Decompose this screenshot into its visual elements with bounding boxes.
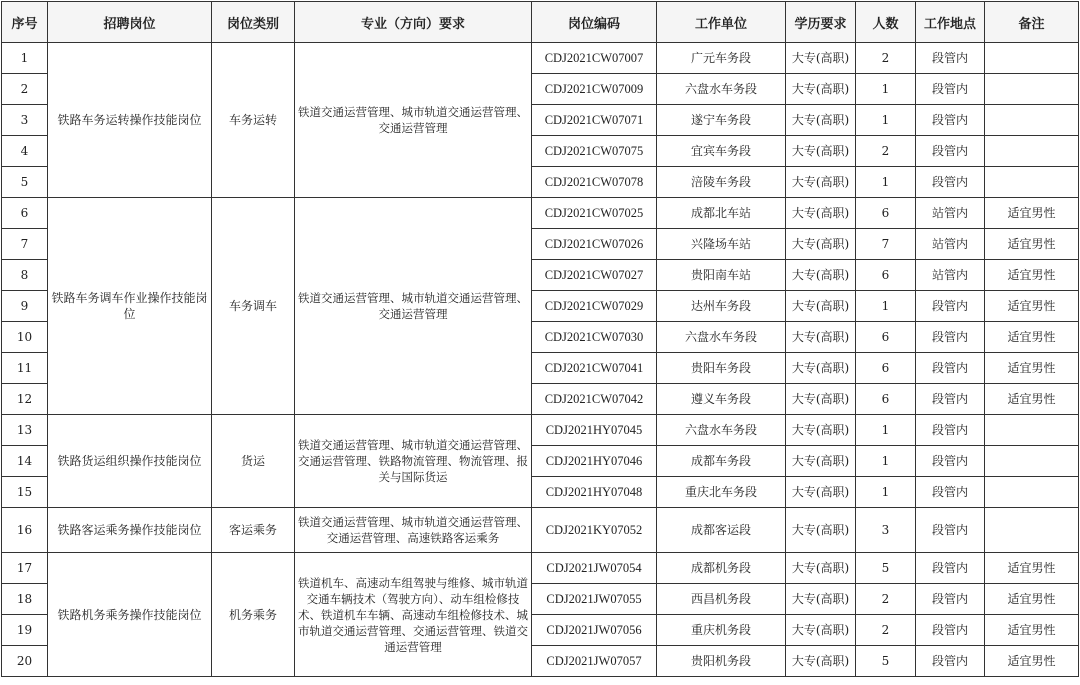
work-unit: 贵阳机务段 <box>657 646 786 677</box>
remark: 适宜男性 <box>985 260 1079 291</box>
headcount: 6 <box>856 353 916 384</box>
work-unit: 重庆北车务段 <box>657 477 786 508</box>
post-code: CDJ2021CW07007 <box>532 43 657 74</box>
education: 大专(高职) <box>786 353 856 384</box>
remark: 适宜男性 <box>985 384 1079 415</box>
work-place: 段管内 <box>916 477 985 508</box>
post-code: CDJ2021HY07046 <box>532 446 657 477</box>
work-unit: 成都车务段 <box>657 446 786 477</box>
education: 大专(高职) <box>786 229 856 260</box>
table-row <box>2 553 1079 584</box>
header-row <box>2 2 1079 43</box>
header-cell: 序号 <box>2 2 48 43</box>
work-place: 段管内 <box>916 415 985 446</box>
work-unit: 六盘水车务段 <box>657 415 786 446</box>
post-code: CDJ2021JW07054 <box>532 553 657 584</box>
education: 大专(高职) <box>786 553 856 584</box>
post-code: CDJ2021CW07075 <box>532 136 657 167</box>
work-place: 段管内 <box>916 74 985 105</box>
header-cell: 岗位类别 <box>212 2 295 43</box>
post-name: 铁路车务运转操作技能岗位 <box>48 43 212 198</box>
headcount: 1 <box>856 105 916 136</box>
headcount: 2 <box>856 43 916 74</box>
post-code: CDJ2021JW07055 <box>532 584 657 615</box>
header-cell: 招聘岗位 <box>48 2 212 43</box>
header-cell: 工作地点 <box>916 2 985 43</box>
work-unit: 成都北车站 <box>657 198 786 229</box>
work-unit: 贵阳车务段 <box>657 353 786 384</box>
row-number: 12 <box>2 384 48 415</box>
remark: 适宜男性 <box>985 584 1079 615</box>
work-unit: 遵义车务段 <box>657 384 786 415</box>
headcount: 7 <box>856 229 916 260</box>
work-place: 站管内 <box>916 260 985 291</box>
post-code: CDJ2021CW07078 <box>532 167 657 198</box>
work-unit: 遂宁车务段 <box>657 105 786 136</box>
row-number: 20 <box>2 646 48 677</box>
row-number: 3 <box>2 105 48 136</box>
post-name: 铁路机务乘务操作技能岗位 <box>48 553 212 677</box>
remark <box>985 136 1079 167</box>
headcount: 1 <box>856 291 916 322</box>
work-place: 段管内 <box>916 553 985 584</box>
post-code: CDJ2021CW07026 <box>532 229 657 260</box>
remark <box>985 415 1079 446</box>
headcount: 1 <box>856 446 916 477</box>
row-number: 2 <box>2 74 48 105</box>
post-category: 车务运转 <box>212 43 295 198</box>
work-place: 段管内 <box>916 353 985 384</box>
post-code: CDJ2021CW07029 <box>532 291 657 322</box>
headcount: 6 <box>856 322 916 353</box>
remark: 适宜男性 <box>985 353 1079 384</box>
header-cell: 学历要求 <box>786 2 856 43</box>
work-unit: 兴隆场车站 <box>657 229 786 260</box>
post-code: CDJ2021CW07027 <box>532 260 657 291</box>
work-unit: 成都机务段 <box>657 553 786 584</box>
remark <box>985 477 1079 508</box>
post-code: CDJ2021JW07056 <box>532 615 657 646</box>
table-body <box>2 43 1079 677</box>
post-name: 铁路车务调车作业操作技能岗位 <box>48 198 212 415</box>
row-number: 6 <box>2 198 48 229</box>
remark: 适宜男性 <box>985 553 1079 584</box>
education: 大专(高职) <box>786 646 856 677</box>
remark: 适宜男性 <box>985 615 1079 646</box>
work-unit: 广元车务段 <box>657 43 786 74</box>
post-code: CDJ2021KY07052 <box>532 508 657 553</box>
education: 大专(高职) <box>786 291 856 322</box>
row-number: 7 <box>2 229 48 260</box>
post-code: CDJ2021CW07071 <box>532 105 657 136</box>
work-place: 段管内 <box>916 384 985 415</box>
work-place: 站管内 <box>916 229 985 260</box>
work-unit: 六盘水车务段 <box>657 74 786 105</box>
headcount: 6 <box>856 384 916 415</box>
post-category: 机务乘务 <box>212 553 295 677</box>
work-place: 段管内 <box>916 43 985 74</box>
row-number: 11 <box>2 353 48 384</box>
headcount: 1 <box>856 74 916 105</box>
row-number: 4 <box>2 136 48 167</box>
work-unit: 西昌机务段 <box>657 584 786 615</box>
remark: 适宜男性 <box>985 646 1079 677</box>
work-place: 段管内 <box>916 105 985 136</box>
major-requirement: 铁道交通运营管理、城市轨道交通运营管理、交通运营管理、铁路物流管理、物流管理、报关与国际货运 <box>295 415 532 508</box>
education: 大专(高职) <box>786 322 856 353</box>
row-number: 13 <box>2 415 48 446</box>
headcount: 1 <box>856 415 916 446</box>
row-number: 15 <box>2 477 48 508</box>
table-row <box>2 43 1079 74</box>
education: 大专(高职) <box>786 508 856 553</box>
headcount: 5 <box>856 646 916 677</box>
table-row <box>2 198 1079 229</box>
row-number: 19 <box>2 615 48 646</box>
work-unit: 贵阳南车站 <box>657 260 786 291</box>
headcount: 6 <box>856 260 916 291</box>
headcount: 1 <box>856 167 916 198</box>
remark <box>985 43 1079 74</box>
header-cell: 工作单位 <box>657 2 786 43</box>
headcount: 2 <box>856 615 916 646</box>
headcount: 5 <box>856 553 916 584</box>
row-number: 9 <box>2 291 48 322</box>
remark: 适宜男性 <box>985 291 1079 322</box>
work-place: 段管内 <box>916 136 985 167</box>
work-unit: 达州车务段 <box>657 291 786 322</box>
headcount: 2 <box>856 584 916 615</box>
major-requirement: 铁道交通运营管理、城市轨道交通运营管理、交通运营管理 <box>295 43 532 198</box>
work-unit: 宜宾车务段 <box>657 136 786 167</box>
remark <box>985 446 1079 477</box>
row-number: 18 <box>2 584 48 615</box>
header-cell: 岗位编码 <box>532 2 657 43</box>
education: 大专(高职) <box>786 198 856 229</box>
education: 大专(高职) <box>786 415 856 446</box>
work-unit: 涪陵车务段 <box>657 167 786 198</box>
work-place: 段管内 <box>916 291 985 322</box>
post-code: CDJ2021CW07025 <box>532 198 657 229</box>
headcount: 2 <box>856 136 916 167</box>
remark: 适宜男性 <box>985 322 1079 353</box>
table-row <box>2 415 1079 446</box>
education: 大专(高职) <box>786 477 856 508</box>
education: 大专(高职) <box>786 615 856 646</box>
header-cell: 备注 <box>985 2 1079 43</box>
major-requirement: 铁道机车、高速动车组驾驶与维修、城市轨道交通车辆技术（驾驶方向）、动车组检修技术、铁道机车车辆、高速动车组检修技术、城市轨道交通运营管理、交通运营管理、铁道交通运营管理 <box>295 553 532 677</box>
work-place: 段管内 <box>916 508 985 553</box>
post-code: CDJ2021CW07041 <box>532 353 657 384</box>
work-place: 段管内 <box>916 584 985 615</box>
education: 大专(高职) <box>786 446 856 477</box>
post-code: CDJ2021CW07030 <box>532 322 657 353</box>
education: 大专(高职) <box>786 74 856 105</box>
major-requirement: 铁道交通运营管理、城市轨道交通运营管理、交通运营管理、高速铁路客运乘务 <box>295 508 532 553</box>
remark <box>985 508 1079 553</box>
row-number: 5 <box>2 167 48 198</box>
education: 大专(高职) <box>786 384 856 415</box>
row-number: 16 <box>2 508 48 553</box>
education: 大专(高职) <box>786 260 856 291</box>
education: 大专(高职) <box>786 136 856 167</box>
remark <box>985 167 1079 198</box>
row-number: 10 <box>2 322 48 353</box>
work-place: 段管内 <box>916 167 985 198</box>
education: 大专(高职) <box>786 167 856 198</box>
remark: 适宜男性 <box>985 229 1079 260</box>
work-place: 段管内 <box>916 646 985 677</box>
headcount: 1 <box>856 477 916 508</box>
header-cell: 专业（方向）要求 <box>295 2 532 43</box>
work-place: 段管内 <box>916 615 985 646</box>
header-cell: 人数 <box>856 2 916 43</box>
post-category: 客运乘务 <box>212 508 295 553</box>
post-code: CDJ2021CW07042 <box>532 384 657 415</box>
post-code: CDJ2021JW07057 <box>532 646 657 677</box>
work-unit: 重庆机务段 <box>657 615 786 646</box>
education: 大专(高职) <box>786 105 856 136</box>
education: 大专(高职) <box>786 43 856 74</box>
remark <box>985 105 1079 136</box>
row-number: 17 <box>2 553 48 584</box>
work-unit: 成都客运段 <box>657 508 786 553</box>
remark: 适宜男性 <box>985 198 1079 229</box>
post-name: 铁路货运组织操作技能岗位 <box>48 415 212 508</box>
row-number: 14 <box>2 446 48 477</box>
post-category: 车务调车 <box>212 198 295 415</box>
headcount: 6 <box>856 198 916 229</box>
education: 大专(高职) <box>786 584 856 615</box>
remark <box>985 74 1079 105</box>
post-code: CDJ2021HY07048 <box>532 477 657 508</box>
post-name: 铁路客运乘务操作技能岗位 <box>48 508 212 553</box>
major-requirement: 铁道交通运营管理、城市轨道交通运营管理、交通运营管理 <box>295 198 532 415</box>
work-place: 段管内 <box>916 322 985 353</box>
post-code: CDJ2021CW07009 <box>532 74 657 105</box>
row-number: 8 <box>2 260 48 291</box>
headcount: 3 <box>856 508 916 553</box>
work-unit: 六盘水车务段 <box>657 322 786 353</box>
row-number: 1 <box>2 43 48 74</box>
post-category: 货运 <box>212 415 295 508</box>
recruitment-table <box>1 1 1079 677</box>
work-place: 站管内 <box>916 198 985 229</box>
work-place: 段管内 <box>916 446 985 477</box>
table-row <box>2 508 1079 553</box>
post-code: CDJ2021HY07045 <box>532 415 657 446</box>
